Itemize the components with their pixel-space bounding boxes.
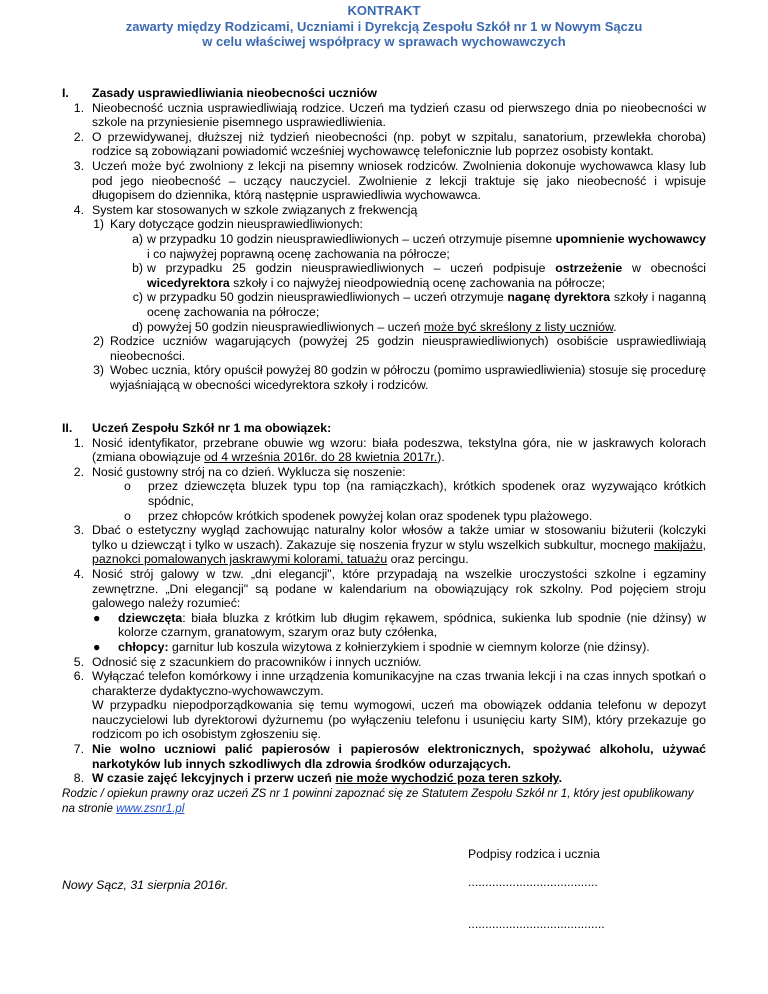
item-text: Dbać o estetyczny wygląd zachowując naturalny kolor włosów a także umiar w stosowaniu biżuterii (kolczyki tylko u dziewcząt i tylko w uszach). Zakazuje się noszenia fryzur w stylu wszelkich subkultur, mocnego xyxy=(92,523,706,552)
website-link[interactable]: www.zsnr1.pl xyxy=(116,801,185,815)
section-1 xyxy=(0,86,768,392)
list-item xyxy=(132,290,706,319)
underlined-text: nie może wychodzić poza teren szkoły xyxy=(335,771,559,786)
underlined-text: od 4 września 2016r. do 28 kwietnia 2017r. xyxy=(204,450,438,465)
signature-line-student: ........................................ xyxy=(468,917,605,931)
section-2-heading xyxy=(62,421,692,436)
item-number: a) xyxy=(132,231,143,246)
bullet-dot-icon: ● xyxy=(93,639,101,654)
emphasis-text: upomnienie wychowawcy xyxy=(555,231,706,246)
item-number: 3. xyxy=(73,158,84,173)
item-number: 5. xyxy=(73,654,84,669)
item-text: szkoły i co najwyżej nieodpowiednią ocenę zachowania na półrocze; xyxy=(229,275,605,290)
item-text: szkoły i naganną ocenę zachowania na półrocze; xyxy=(147,290,706,319)
item-text: przez chłopców krótkich spodenek powyżej kolan oraz spodenek typu plażowego. xyxy=(148,508,593,523)
item-text: Nieobecność ucznia usprawiedliwiają rodzice. Uczeń ma tydzień czasu od pierwszego dnia po nieobecności w szkole na przyniesienie pisemnego usprawiedliwienia. xyxy=(92,100,706,130)
list-item xyxy=(73,523,706,567)
list-item xyxy=(93,610,706,640)
header-subtitle-2: w celu właściwej współpracy w sprawach wychowawczych xyxy=(202,34,566,49)
underlined-text: może być skreślony z listy uczniów xyxy=(423,319,614,334)
item-number: c) xyxy=(132,290,143,305)
item-number: 3. xyxy=(73,523,84,538)
section-title: Zasady usprawiedliwiania nieobecności uczniów xyxy=(92,86,377,100)
item-number: 3) xyxy=(93,363,104,378)
section-title: Uczeń Zespołu Szkół nr 1 ma obowiązek: xyxy=(92,421,332,435)
list-item xyxy=(93,217,706,232)
item-text: . xyxy=(558,771,562,786)
note-text: Rodzic / opiekun prawny oraz uczeń ZS nr 1 powinni zapoznać się ze Statutem Zespołu Szkół nr 1, który jest opublikowany na stronie xyxy=(62,787,694,815)
item-number: 8. xyxy=(73,771,84,786)
item-number: 7. xyxy=(73,742,84,757)
item-text: W czasie zajęć lekcyjnych i przerw uczeń xyxy=(92,771,336,786)
item-text: W przypadku niepodporządkowania się temu wymogowi, uczeń ma obowiązek oddania telefonu w depozyt nauczycielowi lub dyrektorowi dyżurnemu (po wyłączeniu telefonu i usunięciu karty SIM), który przekazuje go rodzicom po ich osobistym zgłoszeniu się. xyxy=(92,698,706,742)
signature-label: Podpisy rodzica i ucznia xyxy=(468,847,600,861)
section-number: II. xyxy=(62,421,73,435)
bullet-dot-icon: ● xyxy=(93,610,101,625)
item-text: przez dziewczęta bluzek typu top (na ramiączkach), krótkich spodenek oraz wyzywająco krótkich spódnic, xyxy=(148,479,706,508)
item-number: b) xyxy=(132,261,143,276)
item-text: oraz percingu. xyxy=(387,552,469,567)
list-item xyxy=(73,771,706,786)
item-number: 1. xyxy=(73,100,84,115)
list-item xyxy=(73,742,706,771)
item-text: Uczeń może być zwolniony z lekcji na pisemny wniosek rodziców. Zwolnienia dokonuje wychowawca klasy lub pod jego nieobecność – uczący nauczyciel. Zwolnienie z lekcji traktuje się jako nieobecność i wpisuje długopisem do dziennika, którą następnie usprawiedliwia wychowawca. xyxy=(92,158,706,203)
list-item xyxy=(124,479,706,508)
list-item xyxy=(73,464,706,480)
list-item xyxy=(73,669,706,698)
item-number: 6. xyxy=(73,669,84,684)
item-text: w przypadku 25 godzin nieusprawiedliwionych – uczeń podpisuje xyxy=(147,261,556,276)
item-number: d) xyxy=(132,319,143,334)
list-item xyxy=(73,202,706,218)
item-number: 1. xyxy=(73,435,84,450)
item-text: O przewidywanej, dłuższej niż tydzień nieobecności (np. pobyt w szpitalu, sanatorium, przewlekła choroba) rodzice są zobowiązani powiadomić wcześniej wychowawcę telefonicznie lub poprzez osobisty kontakt. xyxy=(92,129,706,159)
list-item xyxy=(73,100,706,130)
item-text: ). xyxy=(437,450,445,465)
item-number: 2. xyxy=(73,129,84,144)
emphasis-text: chłopcy: xyxy=(118,639,169,654)
item-text: i co najwyżej poprawną ocenę zachowania na półrocze; xyxy=(147,246,450,261)
item-text: powyżej 50 godzin nieusprawiedliwionych – uczeń xyxy=(147,319,424,334)
signature-line-parent: ...................................... xyxy=(468,875,598,889)
list-item xyxy=(132,319,706,335)
list-item xyxy=(73,566,706,611)
document-header xyxy=(0,3,768,50)
item-text: Nosić identyfikator, przebrane obuwie wg wzoru: biała podeszwa, tekstylna góra, nie w jaskrawych kolorach (zmiana obowiązuje xyxy=(92,435,706,465)
item-text: System kar stosowanych w szkole związanych z frekwencją xyxy=(92,202,418,217)
place-date: Nowy Sącz, 31 sierpnia 2016r. xyxy=(62,878,229,892)
bullet-o-icon: o xyxy=(124,479,131,494)
list-item xyxy=(73,158,706,203)
item-text: garnitur lub koszula wizytowa z kołnierzykiem i spodnie w ciemnym kolorze (nie dżinsy). xyxy=(168,639,650,654)
list-item-continuation xyxy=(92,698,706,742)
item-text: Nosić strój galowy w tzw. „dni elegancji", które przypadają na wszelkie uroczystości szkolne i egzaminy zewnętrzne. „Dni elegancji" są podane w kalendarium na obowiązujący rok szkolny. Pod pojęciem stroju galowego należy rozumieć: xyxy=(92,566,706,611)
emphasis-text: wicedyrektora xyxy=(147,275,230,290)
list-item xyxy=(132,231,706,261)
item-text: w przypadku 10 godzin nieusprawiedliwionych – uczeń otrzymuje pisemne xyxy=(147,231,556,246)
header-title: KONTRAKT xyxy=(347,3,421,18)
list-item xyxy=(93,639,706,655)
item-text: w obecności xyxy=(622,261,707,276)
list-item xyxy=(73,129,706,159)
item-text: . xyxy=(613,319,617,334)
item-text: Wobec ucznia, który opuścił powyżej 80 godzin w półroczu (pomimo usprawiedliwienia) stosuje się procedurę wyjaśniającą w obecności wicedyrektora szkoły i rodziców. xyxy=(110,363,706,392)
item-text: : biała bluzka z krótkim lub długim rękawem, spódnica, sukienka lub spodnie (nie dżinsy) w kolorze czarnym, granatowym, szarym oraz buty czółenka, xyxy=(118,610,706,640)
item-number: 4. xyxy=(73,566,84,581)
item-text: Nosić gustowny strój na co dzień. Wyklucza się noszenie: xyxy=(92,464,406,479)
item-text: Kary dotyczące godzin nieusprawiedliwionych: xyxy=(110,217,363,232)
list-item xyxy=(93,334,706,363)
emphasis-text: naganę dyrektora xyxy=(507,290,611,305)
item-number: 2. xyxy=(73,464,84,479)
list-item xyxy=(73,654,706,670)
item-text: Rodzice uczniów wagarujących (powyżej 25 godzin nieusprawiedliwionych) osobiście usprawiedliwiają nieobecności. xyxy=(110,334,706,363)
list-item xyxy=(124,508,706,524)
item-text: Wyłączać telefon komórkowy i inne urządzenia komunikacyjne na czas trwania lekcji i na czas innych spotkań o charakterze dydaktyczno-wychowawczym. xyxy=(92,669,706,698)
statute-note xyxy=(62,787,708,816)
list-item xyxy=(93,363,706,392)
bullet-o-icon: o xyxy=(124,508,131,523)
item-text: w przypadku 50 godzin nieusprawiedliwionych – uczeń otrzymuje xyxy=(147,290,508,305)
underlined-text: makijażu, paznokci pomalowanych jaskrawymi kolorami, tatuażu xyxy=(92,537,706,567)
emphasis-text: dziewczęta xyxy=(118,610,183,625)
list-item xyxy=(73,435,706,465)
header-subtitle: zawarty między Rodzicami, Uczniami i Dyrekcją Zespołu Szkół nr 1 w Nowym Sączu xyxy=(125,18,643,34)
item-text: Nie wolno uczniowi palić papierosów i papierosów elektronicznych, spożywać alkoholu, używać narkotyków lub innych szkodliwych dla zdrowia środków odurzających. xyxy=(92,742,706,771)
emphasis-text: ostrzeżenie xyxy=(555,261,623,276)
item-text: Odnosić się z szacunkiem do pracowników i innych uczniów. xyxy=(92,654,422,669)
item-number: 1) xyxy=(93,217,104,232)
section-number: I. xyxy=(62,86,69,100)
section-2 xyxy=(0,421,768,786)
item-number: 4. xyxy=(73,202,84,217)
list-item xyxy=(132,261,707,290)
section-1-heading xyxy=(62,86,692,101)
item-number: 2) xyxy=(93,334,104,349)
